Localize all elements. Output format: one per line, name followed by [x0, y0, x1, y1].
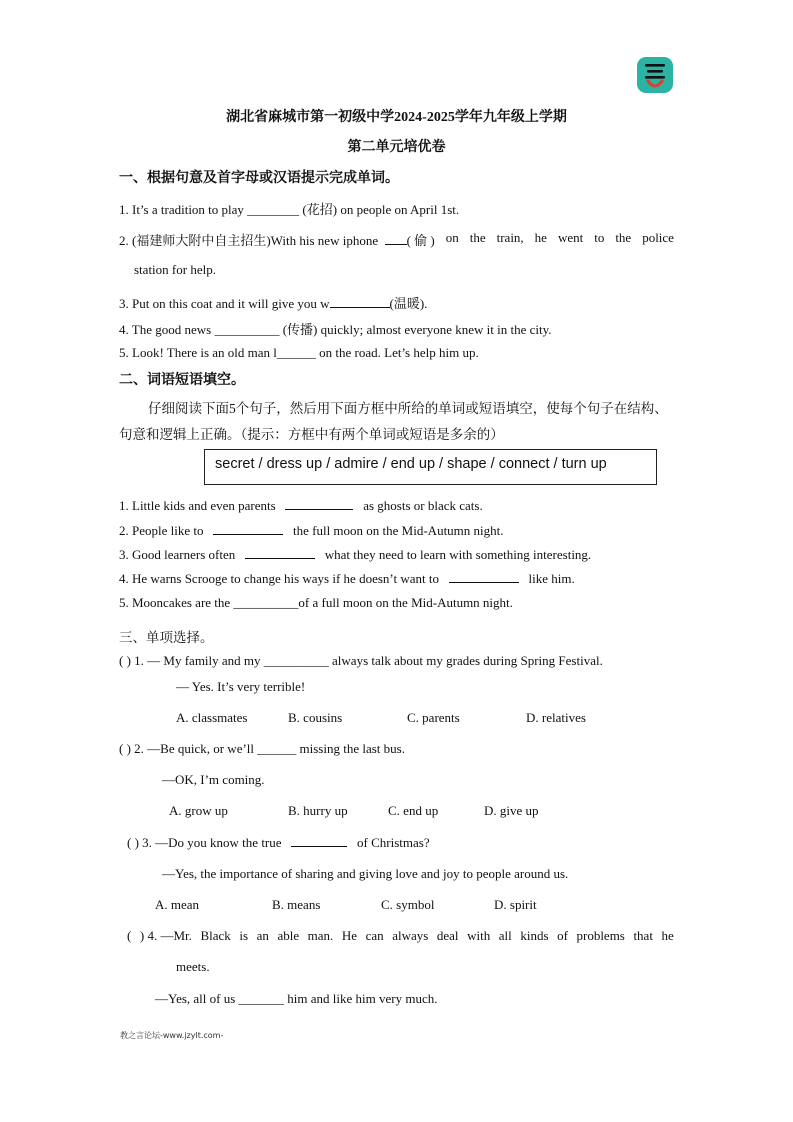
word: can [365, 928, 384, 943]
s1-question-2 [119, 230, 674, 249]
s2-question-1 [119, 498, 483, 514]
s1-q2-hint: ( 偷 ) [406, 233, 435, 248]
blank [449, 571, 519, 583]
section-1-heading: 一、根据句意及首字母或汉语提示完成单词。 [119, 171, 399, 186]
s1-question-1: 1. It’s a tradition to play ________ (花招) on people on April 1st. [119, 202, 460, 217]
s3-question-2-reply: —OK, I’m coming. [162, 772, 265, 787]
s3-q3-option-b: B. means [272, 897, 321, 912]
word: ) 4. —Mr. [139, 928, 192, 943]
s2-q2-text-end: the full moon on the Mid-Autumn night. [293, 523, 504, 538]
s3-q3-option-d: D. spirit [494, 897, 537, 912]
s2-intro-line-2: 句意和逻辑上正确。（提示：方框中有两个单词或短语是多余的） [119, 427, 504, 442]
s3-q2-option-a: A. grow up [169, 803, 228, 818]
footer-watermark: 教之言论坛-www.jzylt.com- [120, 1031, 224, 1040]
site-logo [637, 57, 673, 93]
s3-q1-option-b: B. cousins [288, 710, 343, 725]
word: he [534, 230, 547, 245]
section-3-heading: 三、单项选择。 [119, 630, 214, 645]
s3-question-2-stem: ( ) 2. —Be quick, or we’ll ______ missing the last bus. [119, 741, 405, 756]
s2-intro-line-1: 仔细阅读下面5个句子，然后用下面方框中所给的单词或短语填空，使每个句子在结构、 [148, 401, 668, 416]
word: police [642, 230, 674, 245]
s3-q3-option-c: C. symbol [381, 897, 435, 912]
s3-q3-text: ( ) 3. —Do you know the true [127, 835, 282, 850]
section-2-heading: 二、词语短语填空。 [119, 373, 245, 388]
s2-q1-text: 1. Little kids and even parents [119, 498, 276, 513]
s3-question-4-reply: —Yes, all of us _______ him and like him very much. [155, 991, 438, 1006]
word: He [341, 928, 358, 943]
blank [213, 523, 283, 535]
word: of [557, 928, 568, 943]
s1-q3-hint: (温暖). [389, 296, 428, 311]
s2-q3-text-end: what they need to learn with something interesting. [324, 547, 592, 562]
word: the [469, 230, 486, 245]
word: to [594, 230, 605, 245]
s1-question-5: 5. Look! There is an old man l______ on the road. Let’s help him up. [119, 345, 479, 360]
blank [330, 296, 390, 308]
s3-q2-option-d: D. give up [484, 803, 539, 818]
word: train, [496, 230, 524, 245]
s3-q3-text-end: of Christmas? [357, 835, 430, 850]
word: with [467, 928, 491, 943]
s2-question-5: 5. Mooncakes are the __________of a full moon on the Mid-Autumn night. [119, 595, 513, 610]
page-subtitle: 第二单元培优卷 [347, 140, 446, 155]
s2-q3-text: 3. Good learners often [119, 547, 236, 562]
s3-q1-option-a: A. classmates [176, 710, 248, 725]
word: is [239, 928, 249, 943]
page-title: 湖北省麻城市第一初级中学2024-2025学年九年级上学期 [226, 110, 567, 125]
word: man. [307, 928, 334, 943]
word: kinds [520, 928, 549, 943]
s2-question-2 [119, 523, 504, 539]
s3-question-1-reply: — Yes. It’s very terrible! [176, 679, 306, 694]
s3-q1-option-d: D. relatives [526, 710, 586, 725]
s3-q3-option-a: A. mean [155, 897, 200, 912]
word: problems [576, 928, 625, 943]
s1-q2-text: 2. (福建师大附中自主招生)With his new iphone [119, 233, 379, 248]
s1-question-3 [119, 293, 427, 312]
word: all [498, 928, 512, 943]
s3-question-1-stem: ( ) 1. — My family and my __________ always talk about my grades during Spring Festival. [119, 653, 603, 668]
s3-question-3-stem [127, 835, 430, 851]
s2-q1-text-end: as ghosts or black cats. [363, 498, 483, 513]
s3-q2-option-c: C. end up [388, 803, 439, 818]
s3-q2-option-b: B. hurry up [288, 803, 348, 818]
word: deal [436, 928, 459, 943]
word: an [256, 928, 269, 943]
word: ( [127, 928, 132, 943]
s1-q3-text: 3. Put on this coat and it will give you w [119, 296, 330, 311]
blank [385, 233, 407, 245]
s2-q4-text-end: like him. [528, 571, 575, 586]
word: that [633, 928, 653, 943]
word: he [661, 928, 674, 943]
logo-icon [637, 57, 673, 93]
word: went [557, 230, 584, 245]
s2-question-4 [119, 571, 575, 587]
blank [291, 835, 347, 847]
s2-q2-text: 2. People like to [119, 523, 204, 538]
s2-q4-text: 4. He warns Scrooge to change his ways if he doesn’t want to [119, 571, 439, 586]
word-bank-box: secret / dress up / admire / end up / shape / connect / turn up [204, 449, 657, 485]
blank [245, 547, 315, 559]
s1-q2-continuation: station for help. [134, 262, 216, 277]
word: on [445, 230, 459, 245]
word: always [392, 928, 429, 943]
word: Black [200, 928, 231, 943]
word: able [277, 928, 300, 943]
word: the [615, 230, 632, 245]
s1-question-4: 4. The good news __________ (传播) quickly; almost everyone knew it in the city. [119, 322, 552, 337]
s3-question-3-reply: —Yes, the importance of sharing and giving love and joy to people around us. [162, 866, 569, 881]
blank [285, 498, 353, 510]
s2-question-3 [119, 547, 591, 563]
s3-question-4-stem [127, 928, 674, 944]
s3-q1-option-c: C. parents [407, 710, 460, 725]
s3-q4-continuation: meets. [176, 959, 210, 974]
